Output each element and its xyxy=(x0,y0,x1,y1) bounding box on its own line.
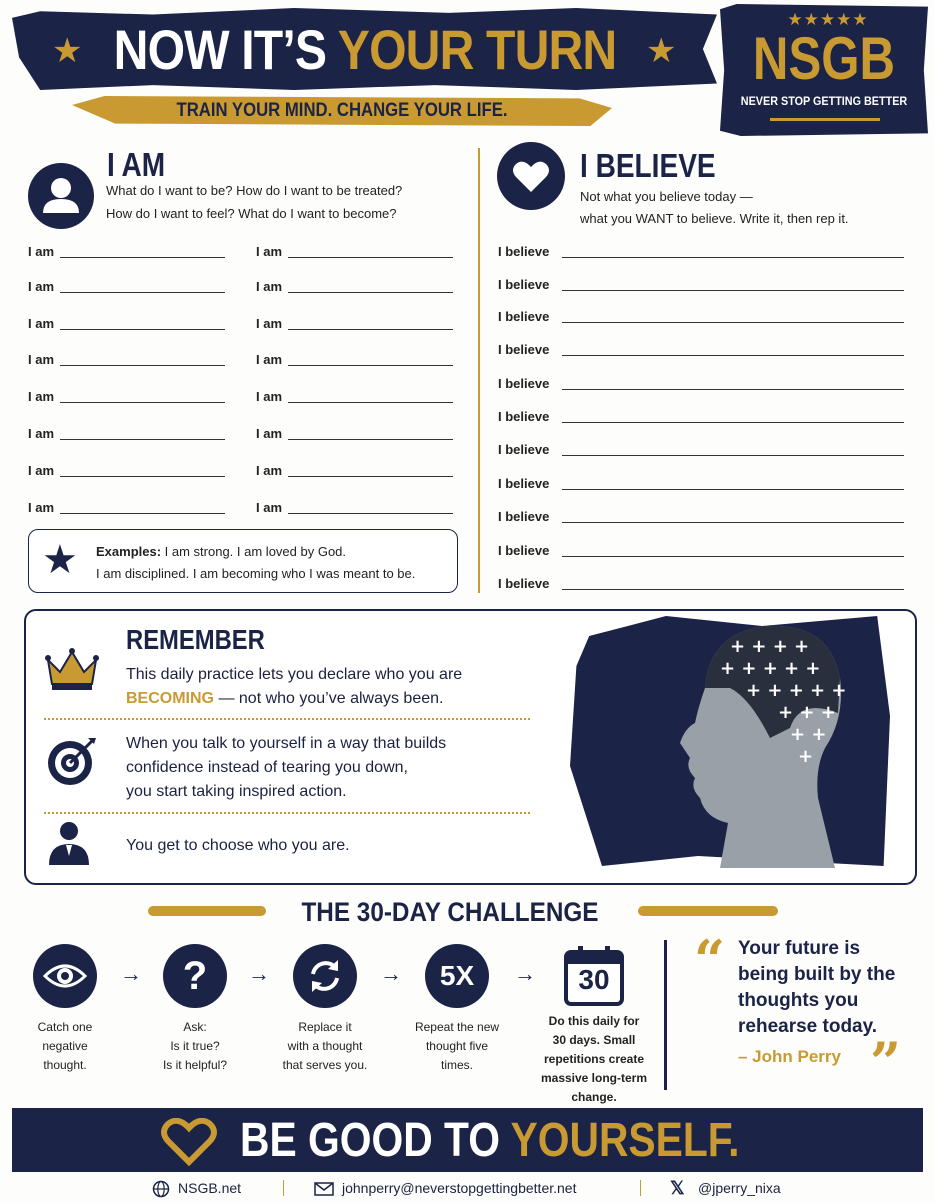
i-am-label: I am xyxy=(28,244,55,259)
i-believe-write-line[interactable] xyxy=(562,455,904,456)
i-am-write-line[interactable] xyxy=(60,402,225,403)
target-icon xyxy=(44,734,98,793)
i-am-write-line[interactable] xyxy=(288,439,453,440)
step-description xyxy=(265,1018,385,1075)
mail-icon xyxy=(314,1182,334,1201)
i-am-title: I AM xyxy=(107,146,166,183)
i-am-write-line[interactable] xyxy=(288,476,453,477)
logo-name: NSGB xyxy=(752,25,896,92)
i-believe-label: I believe xyxy=(498,442,550,457)
close-quote-icon: ” xyxy=(870,1030,902,1094)
i-believe-label: I believe xyxy=(498,576,550,591)
i-believe-write-line[interactable] xyxy=(562,389,904,390)
step-description-line: thought five xyxy=(425,1039,489,1053)
logo-stars: ★★★★★ xyxy=(787,10,869,29)
i-believe-subtitle-1: Not what you believe today — xyxy=(580,189,753,204)
step-description-line: massive long-term xyxy=(540,1071,648,1085)
dotted-divider xyxy=(44,812,530,814)
email-link[interactable]: johnperry@neverstopgettingbetter.net xyxy=(342,1180,577,1196)
step-description-line: negative xyxy=(42,1039,88,1053)
i-believe-write-line[interactable] xyxy=(562,556,904,557)
quote-line-4: rehearse today. xyxy=(738,1016,878,1037)
i-believe-write-line[interactable] xyxy=(562,422,904,423)
quote-line-2: being built by the xyxy=(738,964,896,985)
i-am-label: I am xyxy=(256,426,283,441)
i-am-write-line[interactable] xyxy=(60,292,225,293)
i-am-label: I am xyxy=(28,426,55,441)
step-description-line: thought. xyxy=(43,1058,87,1072)
question-icon xyxy=(163,944,227,1008)
i-am-label: I am xyxy=(256,389,283,404)
five-x-glyph: 5X xyxy=(439,960,475,991)
footer-slogan-part-2: YOURSELF. xyxy=(510,1114,740,1167)
person-icon xyxy=(28,163,94,229)
calendar-icon xyxy=(562,944,626,1008)
remember-item-1-line-1: This daily practice lets you declare who you are xyxy=(126,666,463,683)
i-believe-write-line[interactable] xyxy=(562,290,904,291)
i-believe-label: I believe xyxy=(498,309,550,324)
crown-icon xyxy=(44,646,100,697)
examples-text xyxy=(96,541,415,585)
svg-text:+ + + +: + + + + xyxy=(730,636,810,657)
i-believe-write-line[interactable] xyxy=(562,489,904,490)
i-believe-label: I believe xyxy=(498,409,550,424)
separator xyxy=(640,1180,641,1196)
quote-text xyxy=(738,936,928,1040)
step-description-line: that serves you. xyxy=(282,1058,368,1072)
step-description-line: 30 days. Small xyxy=(552,1033,636,1047)
step-description-line: Ask: xyxy=(183,1020,207,1034)
examples-line-1: I am strong. I am loved by God. xyxy=(161,544,347,559)
page-title xyxy=(51,18,679,82)
remember-title: REMEMBER xyxy=(126,624,265,655)
i-believe-label: I believe xyxy=(498,509,550,524)
step-description-line: Replace it xyxy=(298,1020,352,1034)
examples-line-2: I am disciplined. I am becoming who I was meant to be. xyxy=(96,566,416,581)
arrow-right-icon: → xyxy=(248,961,270,986)
i-am-label: I am xyxy=(256,279,283,294)
i-believe-label: I believe xyxy=(498,476,550,491)
logo-tagline: NEVER STOP GETTING BETTER xyxy=(740,94,908,108)
arrow-right-icon: → xyxy=(380,961,402,986)
step-description-line: Catch one xyxy=(37,1020,93,1034)
eye-icon xyxy=(33,944,97,1008)
remember-item-2-line-3: you start taking inspired action. xyxy=(126,783,347,800)
i-am-label: I am xyxy=(28,500,55,515)
i-am-write-line[interactable] xyxy=(60,513,225,514)
i-believe-write-line[interactable] xyxy=(562,522,904,523)
question-glyph: ? xyxy=(182,954,208,998)
open-quote-icon: “ xyxy=(694,928,726,992)
step-description xyxy=(534,1012,654,1107)
title-part-1: NOW IT’S xyxy=(113,18,338,81)
refresh-icon xyxy=(293,944,357,1008)
i-am-subtitle-2: How do I want to feel? What do I want to become? xyxy=(106,206,397,221)
arrow-right-icon: → xyxy=(120,961,142,986)
footer-slogan-part-1: BE GOOD TO xyxy=(240,1114,511,1167)
svg-text:+: + xyxy=(798,746,814,767)
i-am-write-line[interactable] xyxy=(288,365,453,366)
step-description xyxy=(5,1018,125,1075)
section-divider xyxy=(478,148,480,593)
person-suit-icon xyxy=(44,818,94,873)
examples-label: Examples: xyxy=(96,544,162,559)
calendar-number: 30 xyxy=(578,964,610,995)
svg-text:+ + +: + + + xyxy=(778,702,836,723)
i-am-write-line[interactable] xyxy=(288,292,453,293)
arrow-right-icon: → xyxy=(514,961,536,986)
i-am-write-line[interactable] xyxy=(288,402,453,403)
i-am-label: I am xyxy=(28,352,55,367)
website-link[interactable]: NSGB.net xyxy=(178,1180,242,1196)
logo-underline xyxy=(770,118,880,121)
star-icon: ★ xyxy=(42,538,78,582)
i-believe-label: I believe xyxy=(498,277,550,292)
i-believe-write-line[interactable] xyxy=(562,322,904,323)
remember-item-3: You get to choose who you are. xyxy=(126,837,350,854)
i-believe-label: I believe xyxy=(498,244,550,259)
svg-text:+ + + + +: + + + + + xyxy=(746,680,847,701)
i-am-label: I am xyxy=(28,463,55,478)
i-am-write-line[interactable] xyxy=(60,257,225,258)
i-am-write-line[interactable] xyxy=(60,365,225,366)
dotted-divider xyxy=(44,718,530,720)
becoming-highlight: BECOMING xyxy=(126,690,214,707)
i-am-write-line[interactable] xyxy=(288,329,453,330)
i-believe-write-line[interactable] xyxy=(562,355,904,356)
page-subtitle: TRAIN YOUR MIND. CHANGE YOUR LIFE. xyxy=(176,100,508,121)
separator xyxy=(283,1180,284,1196)
remember-item-2-line-2: confidence instead of tearing you down, xyxy=(126,759,408,776)
heart-outline-icon xyxy=(160,1118,218,1171)
quote-author: – John Perry xyxy=(738,1047,841,1066)
step-description-line: with a thought xyxy=(287,1039,363,1053)
i-am-subtitle-1: What do I want to be? How do I want to be treated? xyxy=(106,183,403,198)
remember-item-1-line-2: — not who you’ve always been. xyxy=(214,690,444,707)
i-am-label: I am xyxy=(256,316,283,331)
heart-icon xyxy=(497,142,565,210)
step-description-line: Is it true? xyxy=(170,1039,220,1053)
step-description-line: change. xyxy=(571,1090,617,1104)
step-description xyxy=(397,1018,517,1075)
step-description-line: Repeat the new xyxy=(414,1020,500,1034)
i-believe-subtitle-2: what you WANT to believe. Write it, then rep it. xyxy=(580,211,849,226)
svg-text:+ + + + +: + + + + + xyxy=(720,658,821,679)
i-am-write-line[interactable] xyxy=(288,513,453,514)
i-am-label: I am xyxy=(28,316,55,331)
i-am-write-line[interactable] xyxy=(60,439,225,440)
step-description-line: Do this daily for xyxy=(548,1014,640,1028)
head-profile-illustration xyxy=(650,618,890,873)
social-link[interactable]: @jperry_nixa xyxy=(698,1180,781,1196)
header xyxy=(0,0,935,140)
remember-item-1 xyxy=(126,663,462,711)
step-description-line: times. xyxy=(440,1058,473,1072)
i-believe-title: I BELIEVE xyxy=(580,147,716,184)
i-am-label: I am xyxy=(256,463,283,478)
x-logo-icon: 𝕏 xyxy=(670,1178,685,1198)
step-description-line: repetitions create xyxy=(543,1052,645,1066)
i-am-write-line[interactable] xyxy=(288,257,453,258)
svg-text:+ +: + + xyxy=(790,724,827,745)
i-am-label: I am xyxy=(256,244,283,259)
i-am-write-line[interactable] xyxy=(60,329,225,330)
i-am-write-line[interactable] xyxy=(60,476,225,477)
i-am-label: I am xyxy=(256,500,283,515)
step-description-line: Is it helpful? xyxy=(162,1058,228,1072)
challenge-title: THE 30-DAY CHALLENGE xyxy=(301,897,599,927)
quote-divider xyxy=(664,940,667,1090)
i-believe-write-line[interactable] xyxy=(562,257,904,258)
remember-item-2 xyxy=(126,732,446,804)
i-believe-label: I believe xyxy=(498,543,550,558)
i-believe-label: I believe xyxy=(498,376,550,391)
star-icon: ★ xyxy=(52,32,83,70)
remember-item-2-line-1: When you talk to yourself in a way that builds xyxy=(126,735,447,752)
star-icon: ★ xyxy=(646,32,677,70)
title-part-2: YOUR TURN xyxy=(337,18,617,81)
quote-line-1: Your future is xyxy=(738,938,861,959)
quote-line-3: thoughts you xyxy=(738,990,859,1011)
five-x-icon xyxy=(425,944,489,1008)
i-believe-write-line[interactable] xyxy=(562,589,904,590)
i-believe-label: I believe xyxy=(498,342,550,357)
i-am-label: I am xyxy=(28,389,55,404)
i-am-label: I am xyxy=(28,279,55,294)
i-am-label: I am xyxy=(256,352,283,367)
footer-slogan xyxy=(240,1113,740,1169)
step-description xyxy=(135,1018,255,1075)
